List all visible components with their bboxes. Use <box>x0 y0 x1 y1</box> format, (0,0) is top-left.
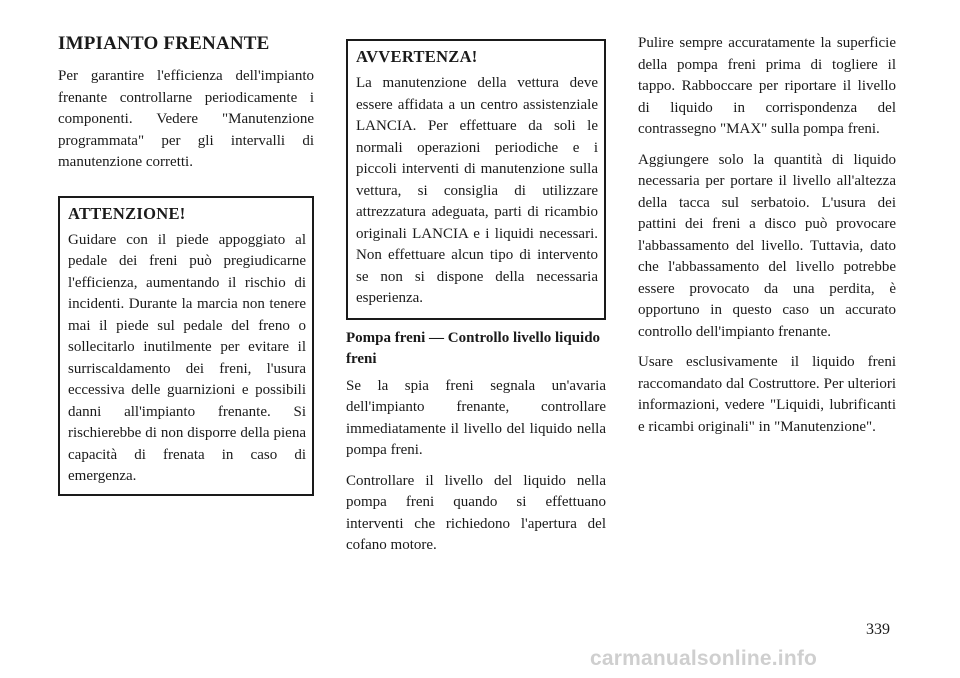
section-title: IMPIANTO FRENANTE <box>58 33 270 54</box>
watermark: carmanualsonline.info <box>590 647 818 670</box>
attenzione-title: ATTENZIONE! <box>68 203 186 223</box>
avvertenza-text: La manutenzione della vettura deve essere affidata a un centro assistenziale LANCIA. Per effettuare da soli le normali operazioni periodiche e i piccoli interventi di manutenzione sulla vettura, si consiglia di utilizzare attrezzatura adeguata, parti di ricambio originali LANCIA e i liquidi necessari. Non effettuare alcun tipo di intervento se non si dispone della necessaria esperienza. <box>356 75 598 306</box>
attenzione-text: Guidare con il piede appoggiato al pedale dei freni può pregiudicarne l'efficienza, aumentando il rischio di incidenti. Durante la marcia non tenere mai il piede sul pedale del freno o sollecitarlo inutilmente per evitare il surriscaldamento dei freni, l'usura eccessiva delle guarnizioni e possibili danni all'impianto frenante. Si rischierebbe di non disporre della piena capacità di frenata in caso di emergenza. <box>68 231 306 484</box>
right-column <box>638 33 896 447</box>
avvertenza-title: AVVERTENZA! <box>356 47 478 66</box>
pompa-paragraph-1: Se la spia freni segnala un'avaria dell'impianto frenante, controllare immediatamente il livello del liquido nella pompa freni. <box>346 377 606 458</box>
avvertenza-box <box>346 39 606 320</box>
page-number: 339 <box>866 621 890 638</box>
middle-column <box>346 39 606 566</box>
attenzione-box <box>58 196 314 496</box>
pompa-heading: Pompa freni — Controllo livello liquido freni <box>346 329 601 367</box>
col3-paragraph-1: Pulire sempre accuratamente la superficie della pompa freni prima di togliere il tappo. Rabboccare per riportare il livello di liquido in corrispondenza del contrassegno "MAX" sulla pompa freni. <box>638 35 896 137</box>
col3-paragraph-2: Aggiungere solo la quantità di liquido necessaria per portare il livello all'altezza della tacca sul serbatoio. L'usura dei pattini dei freni a disco può provocare l'abbassamento del livello. Tuttavia, dato che l'abbassamento del livello potrebbe essere provocato da una perdita, è opportuno in questo caso un accurato controllo dell'impianto frenante. <box>638 151 896 340</box>
pompa-paragraph-2: Controllare il livello del liquido nella pompa freni quando si effettuano interventi che richiedono l'apertura del cofano motore. <box>346 472 606 553</box>
intro-paragraph: Per garantire l'efficienza dell'impianto frenante controllarne periodicamente i componenti. Vedere "Manutenzione programmata" per gli intervalli di manutenzione corretti. <box>58 68 314 170</box>
col3-paragraph-3: Usare esclusivamente il liquido freni raccomandato dal Costruttore. Per ulteriori informazioni, vedere "Liquidi, lubrificanti e ricambi originali" in "Manutenzione". <box>638 354 896 435</box>
left-column <box>58 33 314 496</box>
